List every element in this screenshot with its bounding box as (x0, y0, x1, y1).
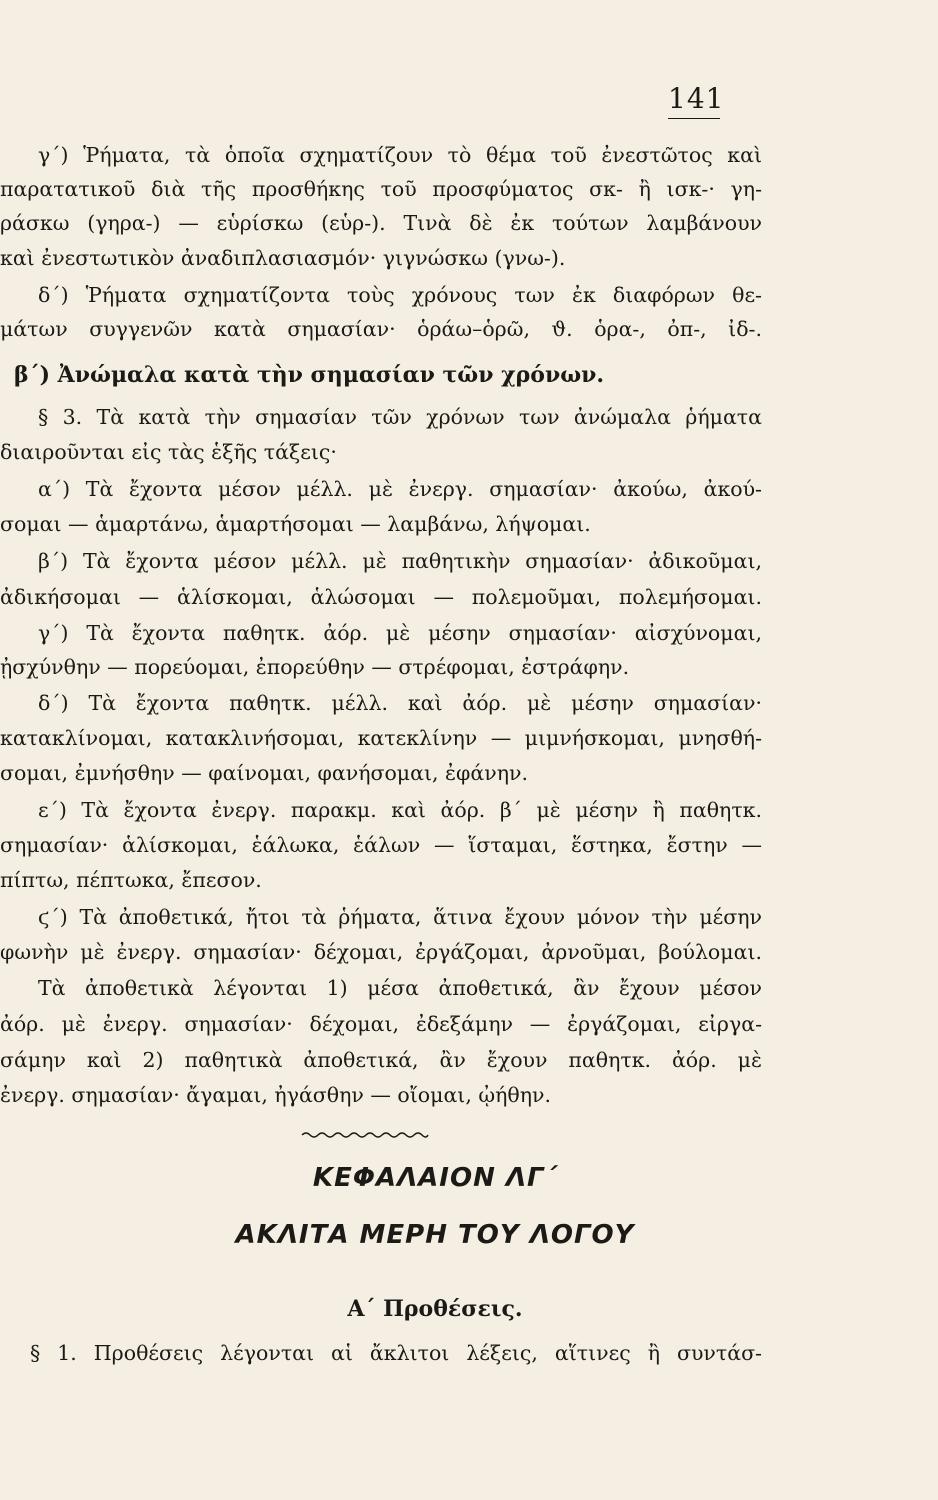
text-line: ϛ΄) Τὰ ἀποθετικά, ἤτοι τὰ ῥήματα, ἅτινα ἔχουν μόνον τὴν μέσην (38, 905, 762, 929)
text-line: γ΄) Τὰ ἔχοντα παθητκ. ἀόρ. μὲ μέσην σημασίαν· αἰσχύνομαι, (38, 621, 762, 645)
text-line: διαιροῦνται εἰς τὰς ἑξῆς τάξεις· (0, 440, 337, 464)
text-line: ράσκω (γηρα-) — εὑρίσκω (εὑρ-). Τινὰ δὲ ἐκ τούτων λαμβάνουν (0, 211, 762, 235)
text-line: ἀδικήσομαι — ἁλίσκομαι, ἁλώσομαι — πολεμοῦμαι, πολεμήσομαι. (0, 585, 762, 609)
text-line: ἀόρ. μὲ ἐνεργ. σημασίαν· δέχομαι, ἐδεξάμην — ἐργάζομαι, εἰργα- (0, 1012, 762, 1036)
ornamental-divider (300, 1129, 430, 1141)
text-line: σάμην καὶ 2) παθητικὰ ἀποθετικά, ἂν ἔχουν παθητκ. ἀόρ. μὲ (0, 1048, 762, 1072)
section-heading-a: Α΄ Προθέσεις. (347, 1296, 523, 1322)
text-line: ε΄) Τὰ ἔχοντα ἐνεργ. παρακμ. καὶ ἀόρ. β΄ μὲ μέσην ἢ παθητκ. (38, 798, 762, 822)
text-line: μάτων συγγενῶν κατὰ σημασίαν· ὁράω–ὁρῶ, ϑ. ὁρα-, ὀπ-, ἰδ-. (0, 317, 762, 341)
page-number: 141 (668, 82, 725, 115)
text-line: § 1. Προθέσεις λέγονται αἱ ἄκλιτοι λέξεις, αἵτινες ἢ συντάσ- (30, 1341, 762, 1365)
text-line: β΄) Τὰ ἔχοντα μέσον μέλλ. μὲ παθητικὴν σημασίαν· ἀδικοῦμαι, (38, 549, 762, 573)
text-line: σημασίαν· ἁλίσκομαι, ἑάλωκα, ἑάλων — ἵσταμαι, ἕστηκα, ἔστην — (0, 833, 762, 857)
chapter-title: ΚΕΦΑΛΑΙΟΝ ΛΓ΄ (312, 1163, 558, 1193)
text-line: παρατατικοῦ διὰ τῆς προσθήκης τοῦ προσφύματος σκ- ἢ ισκ-· γη- (0, 177, 762, 201)
text-line: γ΄) Ῥήματα, τὰ ὁποῖα σχηματίζουν τὸ θέμα τοῦ ἐνεστῶτος καὶ (38, 143, 762, 167)
text-line: δ΄) Τὰ ἔχοντα παθητκ. μέλλ. καὶ ἀόρ. μὲ μέσην σημασίαν· (38, 691, 762, 715)
chapter-subtitle: ΑΚΛΙΤΑ ΜΕΡΗ ΤΟΥ ΛΟΓΟΥ (235, 1220, 635, 1250)
section-heading-b: β΄) Ἀνώμαλα κατὰ τὴν σημασίαν τῶν χρόνων. (14, 362, 605, 388)
text-line: δ΄) Ῥήματα σχηματίζοντα τοὺς χρόνους των ἐκ διαφόρων θε- (38, 283, 762, 307)
text-line: πίπτω, πέπτωκα, ἔπεσον. (0, 868, 262, 892)
text-line: ἐνεργ. σημασίαν· ἄγαμαι, ἠγάσθην — οἴομαι, ᾠήθην. (0, 1083, 551, 1107)
page-number-rule (668, 118, 720, 119)
text-line: ᾐσχύνθην — πορεύομαι, ἐπορεύθην — στρέφομαι, ἐστράφην. (0, 655, 630, 679)
text-line: α΄) Τὰ ἔχοντα μέσον μέλλ. μὲ ἐνεργ. σημασίαν· ἀκούω, ἀκού- (38, 477, 762, 501)
text-line: καὶ ἐνεστωτικὸν ἀναδιπλασιασμόν· γιγνώσκω (γνω-). (0, 246, 566, 270)
text-line: Τὰ ἀποθετικὰ λέγονται 1) μέσα ἀποθετικά, ἂν ἔχουν μέσον (38, 976, 762, 1000)
text-line: φωνὴν μὲ ἐνεργ. σημασίαν· δέχομαι, ἐργάζομαι, ἀρνοῦμαι, βούλομαι. (0, 940, 762, 964)
text-line: σομαι, ἐμνήσθην — φαίνομαι, φανήσομαι, ἐφάνην. (0, 761, 528, 785)
text-line: κατακλίνομαι, κατακλινήσομαι, κατεκλίνην — μιμνήσκομαι, μνησθή- (0, 726, 762, 750)
text-line: § 3. Τὰ κατὰ τὴν σημασίαν τῶν χρόνων των ἀνώμαλα ῥήματα (38, 405, 762, 429)
text-line: σομαι — ἁμαρτάνω, ἁμαρτήσομαι — λαμβάνω, λήψομαι. (0, 512, 591, 536)
